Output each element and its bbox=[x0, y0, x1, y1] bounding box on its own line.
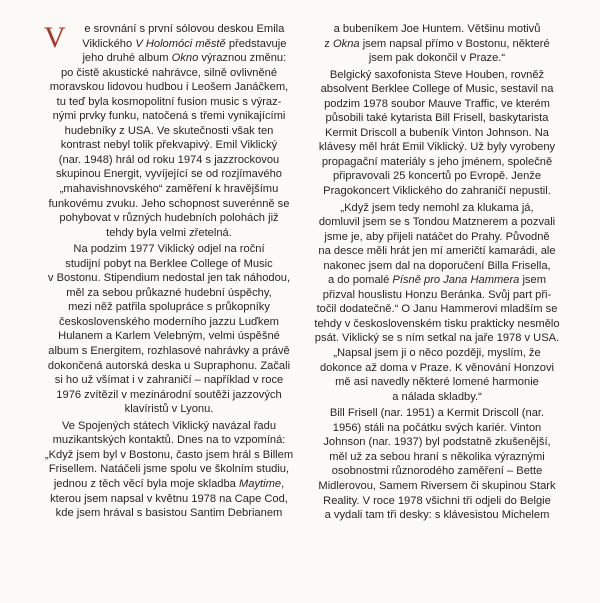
text-line: mezi něž patřila spolupráce s průkopníky bbox=[68, 301, 270, 314]
text-line: Hulanem a Karlem Velebným, velmi úspěšné bbox=[58, 330, 280, 343]
text-line: „Napsal jsem ji o něco později, myslím, že bbox=[333, 347, 541, 360]
text-line: a nálada skladby.“ bbox=[392, 390, 482, 403]
text-line: 1976 zvítězil v mezinárodní soutěži jazzových bbox=[56, 388, 282, 401]
left-column bbox=[38, 22, 300, 521]
text-line: a vydali tam tři desky: s klávesistou Michelem bbox=[324, 509, 550, 522]
text-line: Pragokoncert Viklického do zahraničí nepustil. bbox=[323, 185, 551, 198]
text-line: po čistě akustické nahrávce, silně ovlivněné bbox=[60, 66, 278, 79]
text-line: e srovnání s první sólovou deskou Emila bbox=[84, 23, 285, 35]
text-line: tehdy byla velmi zřetelná. bbox=[106, 226, 232, 239]
text-line: (nar. 1948) hrál od roku 1974 s jazzrockovou bbox=[58, 153, 280, 166]
album-title: V Holomóci městě bbox=[135, 37, 226, 50]
text-fragment: jsem bbox=[519, 274, 546, 287]
text-line: kontrast nebyl tolik překvapivý. Emil Viklický bbox=[60, 139, 278, 152]
text-line: působili také kytarista Bill Frisell, baskytarista bbox=[325, 112, 549, 125]
text-line: v Bostonu. Stipendium nedostal jen tak náhodou, bbox=[47, 272, 291, 285]
text-line: psát. Viklický se s ním setkal na jaře 1978 v USA. bbox=[314, 332, 560, 345]
text-fragment: jsem napsal přímo v Bostonu, některé bbox=[359, 37, 550, 50]
text-line: funkovému zvuku. Jeho schopnost suverénně se bbox=[48, 197, 290, 210]
text-line: Kermit Driscoll a bubeník Vinton Johnson. Na bbox=[325, 126, 549, 139]
text-line: klávesy měl hrát Emil Viklický. Už byly vyrobeny bbox=[318, 141, 556, 154]
text-line: Johnson (nar. 1937) byl podstatně zkušenější, bbox=[323, 436, 551, 449]
text-line: propagační materiály s jeho jménem, společně bbox=[321, 155, 553, 168]
text-fragment: a do pomalé bbox=[328, 274, 393, 287]
text-line: muzikantských kontaktů. Dnes na to vzpomíná: bbox=[52, 434, 286, 447]
text-line: absolvent Berklee College of Music, sestavil na bbox=[320, 83, 554, 96]
text-line: měl za sebou průkazné hudební úspěchy, bbox=[66, 286, 272, 299]
text-line: moravskou lidovou hudbou i Leošem Janáčkem, bbox=[49, 81, 289, 94]
paragraph-2 bbox=[38, 242, 300, 417]
song-title: Písně pro Jana Hammera bbox=[392, 274, 520, 287]
text-fragment: jednou z těch věcí byla moje skladba bbox=[53, 477, 239, 490]
text-line: točil dodatečně.“ O Janu Hammerovi mladším se bbox=[316, 303, 558, 316]
album-title: Okno bbox=[171, 52, 199, 65]
paragraph-5 bbox=[306, 68, 568, 199]
text-fragment: , bbox=[281, 477, 285, 490]
text-line: Frisellem. Natáčeli jsme spolu ve školním studiu, bbox=[48, 463, 290, 476]
text-line: „mahavishnovského“ zaměření k hravějšímu bbox=[59, 183, 279, 196]
text-line: jsem pak dokončil v Praze.“ bbox=[368, 52, 506, 65]
drop-cap: V bbox=[44, 21, 66, 54]
text-line: osobnostmi různorodého zaměření – Bette bbox=[331, 465, 543, 478]
text-line: klavíristů v Lyonu. bbox=[124, 403, 214, 416]
text-line: jsme je, aby přijeli natáčet do Prahy. Původně bbox=[324, 230, 550, 243]
text-line: pohybovat v různých hudebních polohách již bbox=[59, 212, 279, 225]
text-line: a bubeníkem Joe Huntem. Většinu motivů bbox=[333, 23, 541, 35]
text-line bbox=[38, 51, 300, 66]
paragraph-6 bbox=[306, 201, 568, 405]
text-line: tehdy v československém tisku prakticky nesmělo bbox=[314, 317, 560, 330]
album-title: Okna bbox=[332, 37, 360, 50]
song-title: Maytime bbox=[238, 477, 282, 490]
text-fragment: Viklického bbox=[82, 37, 136, 50]
text-line: na desce měli hrát jen mí američtí kamarádi, ale bbox=[318, 245, 556, 258]
text-line: domluvil jsem se s Tondou Matznerem a pozvali bbox=[318, 216, 556, 229]
text-fragment: jeho druhé album bbox=[82, 52, 172, 65]
text-line: Midlerovou, Samem Riversem či skupinou Stark bbox=[318, 479, 556, 492]
text-line: připravovali 25 koncertů po Evropě. Jenže bbox=[332, 170, 542, 183]
text-fragment: výraznou změnu: bbox=[198, 52, 287, 65]
text-line: podzim 1978 soubor Mauve Traffic, ve kterém bbox=[324, 97, 550, 110]
text-fragment: z bbox=[324, 37, 333, 50]
text-line: přizval houslistu Honzu Beránka. Svůj part při- bbox=[322, 288, 552, 301]
text-line: kterou jsem napsal v květnu 1978 na Cape Cod, bbox=[50, 492, 288, 505]
paragraph-4 bbox=[306, 22, 568, 66]
text-line: Bill Frisell (nar. 1951) a Kermit Driscoll (nar. bbox=[329, 407, 545, 420]
text-line: hudebníky z USA. Ve skutečnosti však ten bbox=[64, 124, 274, 137]
text-line bbox=[306, 273, 568, 288]
text-fragment: představuje bbox=[225, 37, 287, 50]
text-line: dokonce až doma v Praze. K věnování Honzovi bbox=[319, 361, 555, 374]
text-line: „Když jsem byl v Bostonu, často jsem hrál s Billem bbox=[44, 448, 294, 461]
text-line: „Když jsem tedy nemohl za klukama já, bbox=[340, 201, 534, 214]
text-line: Belgický saxofonista Steve Houben, rovněž bbox=[329, 68, 545, 81]
text-line: Na podzim 1977 Viklický odjel na roční bbox=[73, 243, 265, 256]
text-line: si ho už všímat i v zahraničí – například v roce bbox=[54, 374, 284, 387]
text-line: Ve Spojených státech Viklický navázal řadu bbox=[61, 419, 277, 432]
text-line: dokončená autorská deska u Supraphonu. Začali bbox=[47, 359, 291, 372]
text-line: studijní pobyt na Berklee College of Music bbox=[65, 257, 273, 270]
text-line bbox=[38, 37, 300, 52]
text-line bbox=[306, 37, 568, 52]
paragraph-1 bbox=[38, 22, 300, 240]
text-line: nakonec jsem dal na doporučení Billa Frisella, bbox=[323, 259, 551, 272]
text-line: mě asi navedly některé lomené harmonie bbox=[335, 376, 539, 389]
text-line: Reality. V roce 1978 všichni tři odjeli do Belgie bbox=[323, 494, 551, 507]
text-line: 1956) stáli na počátku svých kariér. Vinton bbox=[332, 421, 542, 434]
text-line: skupinou Energit, vyvíjející se od rozjímavého bbox=[55, 168, 283, 181]
text-line: tu teď byla kosmopolitní fusion music s výraz- bbox=[56, 95, 282, 108]
text-line: československého moderního jazzu Luďkem bbox=[59, 315, 279, 328]
text-line bbox=[38, 477, 300, 492]
text-line: album s Energitem, rozhlasové nahrávky a právě bbox=[48, 345, 290, 358]
text-line: nými prvky funku, natočená s třemi vynikajícími bbox=[52, 110, 286, 123]
paragraph-3 bbox=[38, 419, 300, 521]
text-line: měl už za sebou hraní s několika výraznými bbox=[329, 450, 545, 463]
text-line: kde jsem hrával s basistou Santim Debrianem bbox=[55, 507, 283, 520]
paragraph-7 bbox=[306, 406, 568, 522]
right-column bbox=[306, 22, 568, 523]
